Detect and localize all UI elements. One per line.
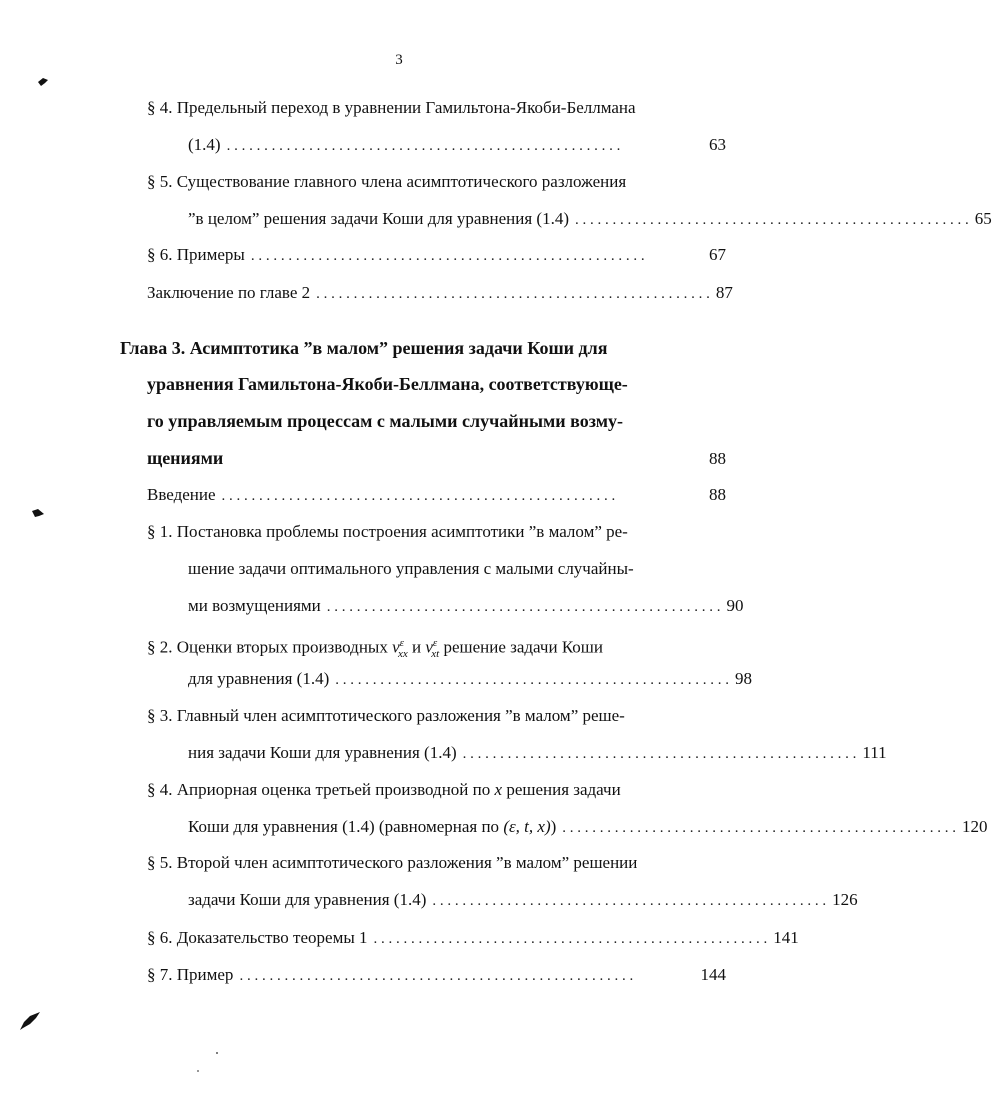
toc-entry-text-part: решения задачи: [506, 780, 621, 799]
toc-line: [147, 851, 687, 875]
toc-line: [147, 483, 726, 507]
math-subscript: xt: [431, 648, 440, 661]
page-number: 3: [395, 52, 403, 68]
toc-page-number: 98: [735, 669, 753, 688]
toc-page-number: 90: [726, 596, 744, 615]
scan-speck-mark: [18, 1010, 42, 1032]
toc-entry-text: щениями: [147, 448, 224, 468]
toc-entry-text: [147, 778, 621, 802]
scan-speck-mark: [214, 1050, 220, 1056]
toc-entry-text: § 5. Второй член асимптотического разложения ”в малом” решении: [147, 853, 638, 872]
toc-page-number: 63: [709, 135, 726, 154]
dot-leader: . . . . . . . . . . . . . . . . . . . . . . . . . . . . . . . . . . . . . . . . . . . . . . . . . . . . .: [316, 286, 710, 302]
toc-line: [188, 888, 858, 912]
toc-page-number: 111: [862, 743, 887, 762]
toc-entry-text: § 7. Пример: [147, 965, 234, 984]
toc-entry-text: § 1. Постановка проблемы построения асимптотики ”в малом” ре-: [147, 522, 628, 541]
toc-line: [147, 243, 726, 267]
toc-entry-text: Заключение по главе 2: [147, 283, 311, 302]
toc-entry-text: задачи Коши для уравнения (1.4): [188, 890, 427, 909]
toc-entry-text: для уравнения (1.4): [188, 669, 330, 688]
math-subscript: xx: [398, 648, 408, 661]
toc-line: [188, 815, 988, 839]
toc-entry-text: § 3. Главный член асимптотического разложения ”в малом” реше-: [147, 706, 625, 725]
toc-entry-text: § 6. Доказательство теоремы 1: [147, 928, 368, 947]
toc-line: [188, 594, 744, 618]
toc-entry-text: § 6. Примеры: [147, 245, 245, 264]
toc-entry-text: уравнения Гамильтона-Якоби-Беллмана, соответствующе-: [147, 374, 628, 394]
math-symbol: v: [392, 637, 400, 657]
toc-line: [147, 631, 687, 661]
toc-line: [188, 207, 992, 231]
toc-entry-text: ми возмущениями: [188, 596, 321, 615]
toc-entry-text-part: § 2. Оценки вторых производных: [147, 637, 388, 657]
dot-leader: . . . . . . . . . . . . . . . . . . . . . . . . . . . . . . . . . . . . . . . . . . . . . . . . . . . . .: [226, 138, 621, 154]
math-superscript: ε: [399, 637, 404, 649]
math-superscript: ε: [432, 637, 438, 649]
toc-page-number: 126: [832, 890, 858, 909]
toc-entry-text: § 5. Существование главного члена асимптотического разложения: [147, 172, 627, 191]
toc-entry-text: [147, 631, 603, 666]
scan-speck-mark: [37, 76, 51, 88]
math-symbol: x: [494, 780, 503, 799]
chapter-heading: [147, 409, 726, 433]
toc-line: [188, 667, 753, 691]
toc-entry-text: ния задачи Коши для уравнения (1.4): [188, 743, 457, 762]
toc-line: [188, 557, 688, 581]
toc-page-number: 120: [962, 817, 988, 836]
math-symbol: (ε, t, x): [503, 817, 551, 836]
chapter-heading: [147, 372, 726, 396]
toc-line: [147, 520, 687, 544]
toc-entry-text: шение задачи оптимального управления с малыми случайны-: [188, 559, 634, 578]
toc-line: [147, 281, 733, 305]
scan-speck-mark: [30, 507, 46, 519]
toc-entry-text: Глава 3. Асимптотика ”в малом” решения задачи Коши для: [120, 338, 608, 358]
scan-speck-mark: [195, 1068, 201, 1074]
toc-line: [147, 778, 687, 802]
toc-line: [147, 446, 726, 470]
toc-line: [147, 963, 726, 987]
dot-leader: . . . . . . . . . . . . . . . . . . . . . . . . . . . . . . . . . . . . . . . . . . . . . . . . . . . . .: [574, 212, 969, 228]
toc-page-number: 88: [709, 449, 726, 468]
toc-entry-text-part: решение задачи Коши: [443, 637, 603, 657]
toc-entry-text: (1.4): [188, 135, 221, 154]
toc-entry-text: [188, 815, 556, 839]
toc-line: [147, 704, 687, 728]
toc-line: [147, 926, 799, 950]
toc-line: [188, 133, 726, 157]
chapter-heading: [120, 336, 726, 360]
dot-leader: . . . . . . . . . . . . . . . . . . . . . . . . . . . . . . . . . . . . . . . . . . . . . . . . . . . . .: [239, 968, 634, 984]
toc-entry-text-part: ): [550, 817, 557, 836]
dot-leader: . . . . . . . . . . . . . . . . . . . . . . . . . . . . . . . . . . . . . . . . . . . . . . . . . . . . .: [221, 488, 616, 504]
toc-entry-text-part: § 4. Априорная оценка третьей производной по: [147, 780, 491, 799]
dot-leader: . . . . . . . . . . . . . . . . . . . . . . . . . . . . . . . . . . . . . . . . . . . . . . . . . . . . .: [562, 820, 957, 836]
toc-entry-text-part: и: [412, 637, 422, 657]
toc-line: [147, 170, 687, 194]
dot-leader: . . . . . . . . . . . . . . . . . . . . . . . . . . . . . . . . . . . . . . . . . . . . . . . . . . . . .: [326, 599, 721, 615]
toc-entry-text: § 4. Предельный переход в уравнении Гамильтона-Якоби-Беллмана: [147, 98, 636, 117]
toc-line: [188, 741, 887, 765]
toc-page-number: 65: [974, 209, 992, 228]
toc-page-number: 88: [709, 485, 726, 504]
toc-page-number: 87: [715, 283, 733, 302]
toc-page-number: 67: [709, 245, 726, 264]
toc-entry-text: го управляемым процессам с малыми случайными возму-: [147, 411, 623, 431]
toc-entry-text-part: Коши для уравнения (1.4) (равномерная по: [188, 817, 500, 836]
dot-leader: . . . . . . . . . . . . . . . . . . . . . . . . . . . . . . . . . . . . . . . . . . . . . . . . . . . . .: [462, 746, 857, 762]
toc-entry-text: ”в целом” решения задачи Коши для уравнения (1.4): [188, 209, 569, 228]
dot-leader: . . . . . . . . . . . . . . . . . . . . . . . . . . . . . . . . . . . . . . . . . . . . . . . . . . . . .: [432, 893, 827, 909]
toc-page-number: 141: [773, 928, 799, 947]
dot-leader: . . . . . . . . . . . . . . . . . . . . . . . . . . . . . . . . . . . . . . . . . . . . . . . . . . . . .: [335, 672, 730, 688]
dot-leader: . . . . . . . . . . . . . . . . . . . . . . . . . . . . . . . . . . . . . . . . . . . . . . . . . . . . .: [250, 248, 645, 264]
toc-line: [147, 96, 687, 120]
toc-entry-text: Введение: [147, 485, 216, 504]
math-symbol: v: [425, 637, 433, 657]
dot-leader: . . . . . . . . . . . . . . . . . . . . . . . . . . . . . . . . . . . . . . . . . . . . . . . . . . . . .: [373, 931, 768, 947]
toc-page-number: 144: [700, 965, 726, 984]
